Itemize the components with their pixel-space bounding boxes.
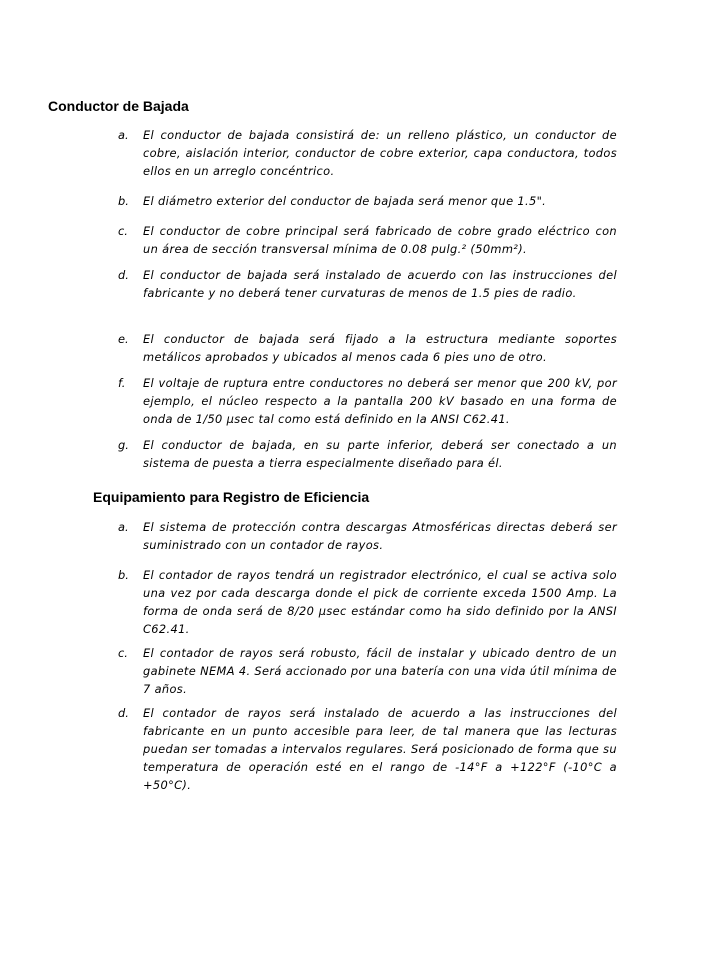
item-letter: d. xyxy=(118,706,129,720)
item-text: El contador de rayos será instalado de acuerdo a las instrucciones del fabricante en un punto accesible para leer, de tal manera que las lecturas puedan ser tomadas a intervalos regulares. Será posicionado de forma que su temperatura de operación esté en el rango de -14°F a +122°F (-10°C a +50°C). xyxy=(143,706,617,792)
section-heading-conductor-de-bajada: Conductor de Bajada xyxy=(48,98,189,114)
list-item xyxy=(118,704,618,794)
list-item xyxy=(118,566,618,638)
list-item xyxy=(118,222,618,258)
item-letter: b. xyxy=(118,568,129,582)
item-text: El voltaje de ruptura entre conductores no deberá ser menor que 200 kV, por ejemplo, el núcleo respecto a la pantalla 200 kV basado en una forma de onda de 1/50 µsec tal como está definido en la ANSI C62.41. xyxy=(143,376,617,426)
item-letter: b. xyxy=(118,194,129,208)
item-text: El conductor de bajada será instalado de acuerdo con las instrucciones del fabricante y no deberá tener curvaturas de menos de 1.5 pies de radio. xyxy=(143,268,617,300)
item-letter: a. xyxy=(118,128,129,142)
list-item xyxy=(118,266,618,302)
list-item xyxy=(118,436,618,472)
list-item xyxy=(118,374,618,428)
item-letter: c. xyxy=(118,646,128,660)
section-heading-equipamiento: Equipamiento para Registro de Eficiencia xyxy=(93,489,370,505)
item-text: El contador de rayos tendrá un registrador electrónico, el cual se activa solo una vez por cada descarga donde el pick de corriente exceda 1500 Amp. La forma de onda será de 8/20 µsec estándar como ha sido definido por la ANSI C62.41. xyxy=(143,568,617,636)
list-item xyxy=(118,644,618,698)
list-item xyxy=(118,192,618,210)
item-text: El conductor de bajada, en su parte inferior, deberá ser conectado a un sistema de puesta a tierra especialmente diseñado para él. xyxy=(143,438,617,470)
item-text: El conductor de bajada será fijado a la estructura mediante soportes metálicos aprobados y ubicados al menos cada 6 pies uno de otro. xyxy=(143,332,617,364)
item-letter: g. xyxy=(118,438,129,452)
item-text: El conductor de cobre principal será fabricado de cobre grado eléctrico con un área de sección transversal mínima de 0.08 pulg.² (50mm²). xyxy=(143,224,617,256)
item-text: El diámetro exterior del conductor de bajada será menor que 1.5". xyxy=(143,194,547,208)
list-item xyxy=(118,330,618,366)
item-letter: f. xyxy=(118,376,126,390)
list-item xyxy=(118,518,618,554)
list-item xyxy=(118,126,618,180)
item-letter: d. xyxy=(118,268,129,282)
item-text: El contador de rayos será robusto, fácil de instalar y ubicado dentro de un gabinete NEMA 4. Será accionado por una batería con una vida útil mínima de 7 años. xyxy=(143,646,617,696)
item-text: El conductor de bajada consistirá de: un relleno plástico, un conductor de cobre, aislación interior, conductor de cobre exterior, capa conductora, todos ellos en un arreglo concéntrico. xyxy=(143,128,617,178)
item-text: El sistema de protección contra descargas Atmosféricas directas deberá ser suministrado con un contador de rayos. xyxy=(143,520,617,552)
item-letter: e. xyxy=(118,332,129,346)
item-letter: c. xyxy=(118,224,128,238)
item-letter: a. xyxy=(118,520,129,534)
